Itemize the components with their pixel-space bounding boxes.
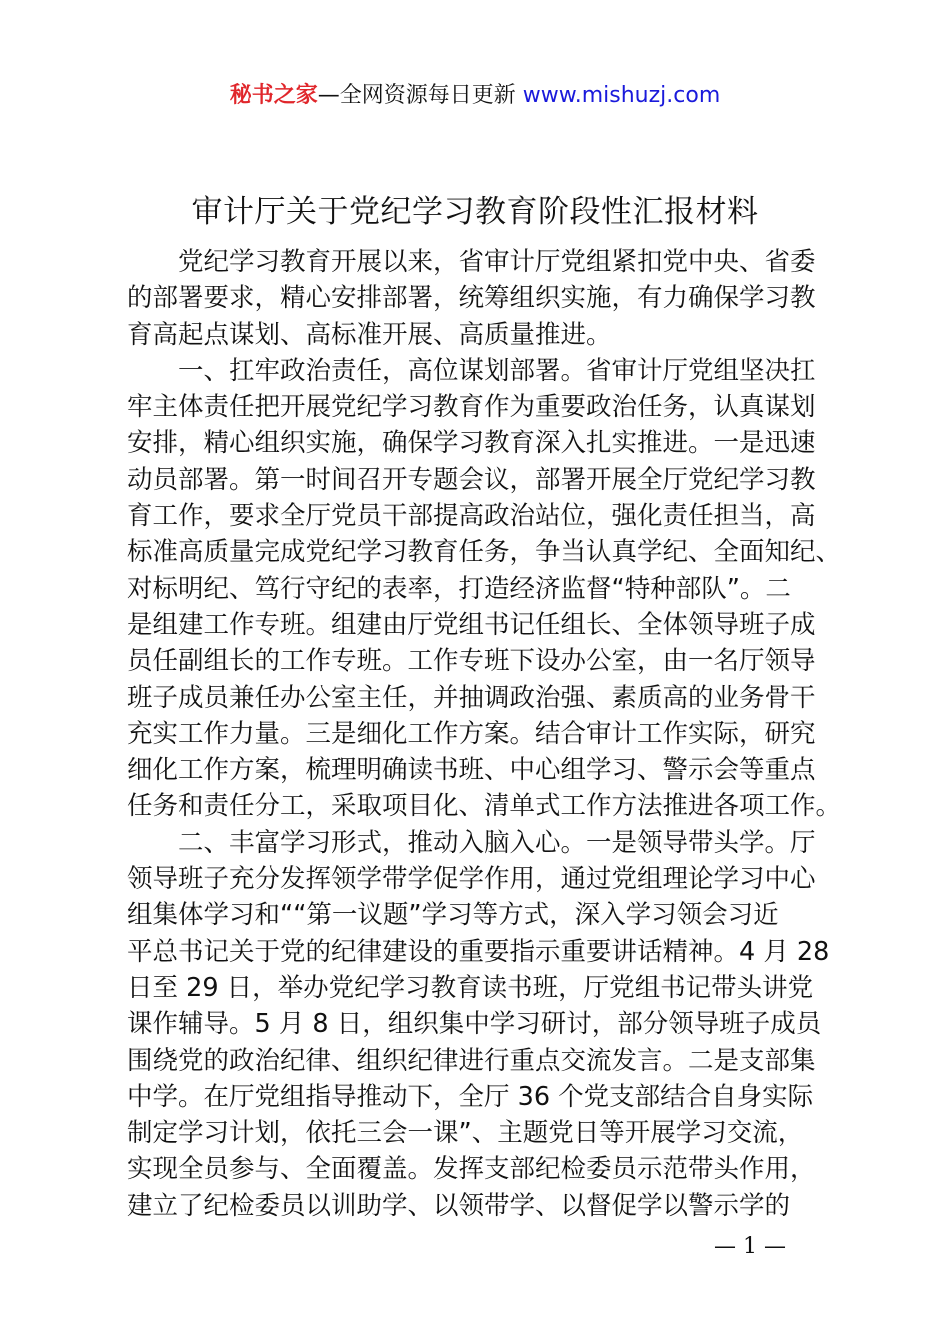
paragraph-line: 育工作，要求全厅党员干部提高政治站位，强化责任担当，高 bbox=[127, 501, 816, 532]
paragraph-line: 中学。在厅党组指导推动下，全厅 36 个党支部结合自身实际 bbox=[127, 1081, 814, 1112]
site-url-link[interactable]: www.mishuzj.com bbox=[522, 83, 721, 108]
paragraph-line: 二、丰富学习形式，推动入脑入心。一是领导带头学。厅 bbox=[178, 827, 816, 858]
page-number: — 1 — bbox=[714, 1234, 786, 1259]
paragraph-line: 是组建工作专班。组建由厅党组书记任组长、全体领导班子成 bbox=[127, 609, 816, 640]
paragraph-line: 任务和责任分工，采取项目化、清单式工作方法推进各项工作。 bbox=[127, 791, 842, 822]
site-name: 秘书之家 bbox=[229, 83, 318, 108]
document-title: 审计厅关于党纪学习教育阶段性汇报材料 bbox=[191, 194, 759, 230]
paragraph-line: 对标明纪、笃行守纪的表率，打造经济监督“特种部队”。二 bbox=[127, 573, 791, 604]
paragraph-line: 动员部署。第一时间召开专题会议，部署开展全厅党纪学习教 bbox=[127, 464, 816, 495]
paragraph-line: 建立了纪检委员以训助学、以领带学、以督促学以警示学的 bbox=[127, 1190, 791, 1221]
paragraph-line: 充实工作力量。三是细化工作方案。结合审计工作实际，研究 bbox=[127, 718, 816, 749]
document-body bbox=[127, 244, 842, 1224]
paragraph-line: 班子成员兼任办公室主任，并抽调政治强、素质高的业务骨干 bbox=[127, 682, 816, 713]
paragraph-line: 平总书记关于党的纪律建设的重要指示重要讲话精神。4 月 28 bbox=[127, 936, 830, 967]
paragraph-line: 党纪学习教育开展以来，省审计厅党组紧扣党中央、省委 bbox=[178, 247, 816, 277]
paragraph-line: 的部署要求，精心安排部署，统筹组织实施，有力确保学习教 bbox=[127, 283, 816, 314]
paragraph-line: 员任副组长的工作专班。工作专班下设办公室，由一名厅领导 bbox=[127, 646, 816, 677]
paragraph-line: 组集体学习和““第一议题”学习等方式，深入学习领会习近 bbox=[127, 900, 779, 931]
paragraph-line: 细化工作方案，梳理明确读书班、中心组学习、警示会等重点 bbox=[127, 755, 816, 786]
paragraph-line: 安排，精心组织实施，确保学习教育深入扎实推进。一是迅速 bbox=[127, 428, 816, 459]
site-header bbox=[0, 80, 950, 112]
paragraph-line: 领导班子充分发挥领学带学促学作用，通过党组理论学习中心 bbox=[127, 864, 816, 895]
site-slogan: —全网资源每日更新 bbox=[317, 83, 523, 108]
paragraph-line: 标准高质量完成党纪学习教育任务，争当认真学纪、全面知纪、 bbox=[127, 537, 842, 568]
paragraph-line: 育高起点谋划、高标准开展、高质量推进。 bbox=[127, 319, 612, 350]
paragraph-line: 制定学习计划，依托三会一课”、主题党日等开展学习交流， bbox=[127, 1118, 804, 1149]
paragraph-line: 实现全员参与、全面覆盖。发挥支部纪检委员示范带头作用， bbox=[127, 1154, 816, 1185]
paragraph-line: 日至 29 日，举办党纪学习教育读书班，厅党组书记带头讲党 bbox=[127, 972, 814, 1003]
paragraph-line: 牢主体责任把开展党纪学习教育作为重要政治任务，认真谋划 bbox=[127, 392, 816, 423]
paragraph-line: 课作辅导。5 月 8 日，组织集中学习研讨，部分领导班子成员 bbox=[127, 1009, 822, 1040]
paragraph-line: 一、扛牢政治责任，高位谋划部署。省审计厅党组坚决扛 bbox=[178, 355, 816, 386]
paragraph-line: 围绕党的政治纪律、组织纪律进行重点交流发言。二是支部集 bbox=[127, 1045, 816, 1076]
